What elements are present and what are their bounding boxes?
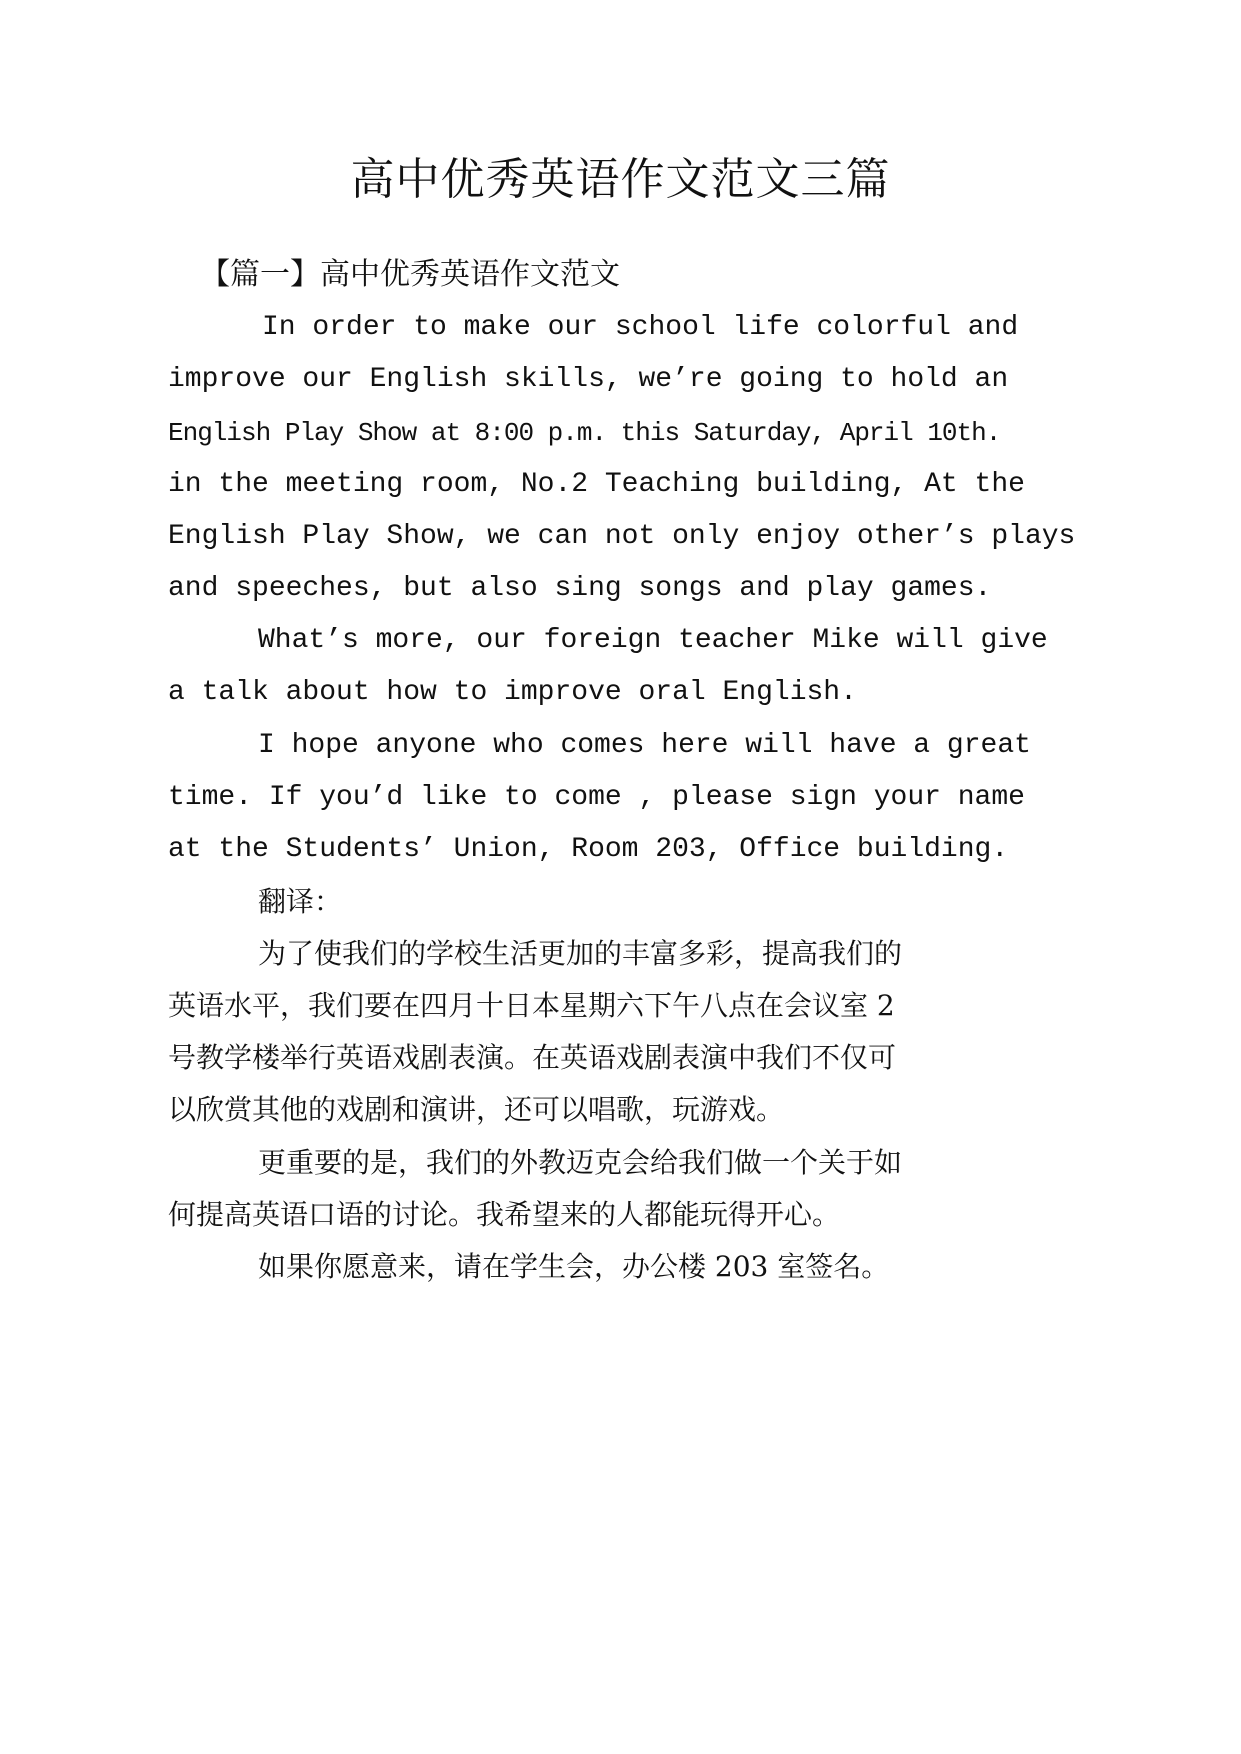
- section-heading: 【篇一】高中优秀英语作文范文: [200, 257, 620, 292]
- english-line: and speeches, but also sing songs and play games.: [168, 573, 992, 604]
- english-line: in the meeting room, No.2 Teaching building, At the: [168, 469, 1025, 500]
- english-line: time. If you’d like to come , please sign your name: [168, 782, 1025, 813]
- english-line: English Play Show at 8:00 p.m. this Saturday, April 10th.: [168, 418, 1001, 448]
- english-line: What’s more, our foreign teacher Mike will give: [258, 625, 1048, 656]
- chinese-line: 英语水平，我们要在四月十日本星期六下午八点在会议室 2: [168, 989, 895, 1022]
- english-line: I hope anyone who comes here will have a great: [258, 730, 1031, 761]
- english-line: In order to make our school life colorful and: [262, 312, 1019, 343]
- chinese-line: 如果你愿意来，请在学生会，办公楼 203 室签名。: [258, 1250, 890, 1283]
- chinese-line: 更重要的是，我们的外教迈克会给我们做一个关于如: [258, 1146, 903, 1179]
- chinese-line: 以欣赏其他的戏剧和演讲，还可以唱歌，玩游戏。: [168, 1093, 785, 1126]
- english-line: at the Students’ Union, Room 203, Office building.: [168, 834, 1009, 865]
- chinese-line: 号教学楼举行英语戏剧表演。在英语戏剧表演中我们不仅可: [168, 1041, 897, 1074]
- english-line: a talk about how to improve oral English.: [168, 677, 857, 708]
- english-line: English Play Show, we can not only enjoy other’s plays: [168, 521, 1076, 552]
- translation-label: 翻译：: [258, 885, 343, 918]
- document-title: 高中优秀英语作文范文三篇: [350, 154, 891, 205]
- chinese-line: 何提高英语口语的讨论。我希望来的人都能玩得开心。: [168, 1198, 841, 1231]
- chinese-line: 为了使我们的学校生活更加的丰富多彩，提高我们的: [258, 937, 903, 970]
- english-line: improve our English skills, we’re going to hold an: [168, 364, 1009, 395]
